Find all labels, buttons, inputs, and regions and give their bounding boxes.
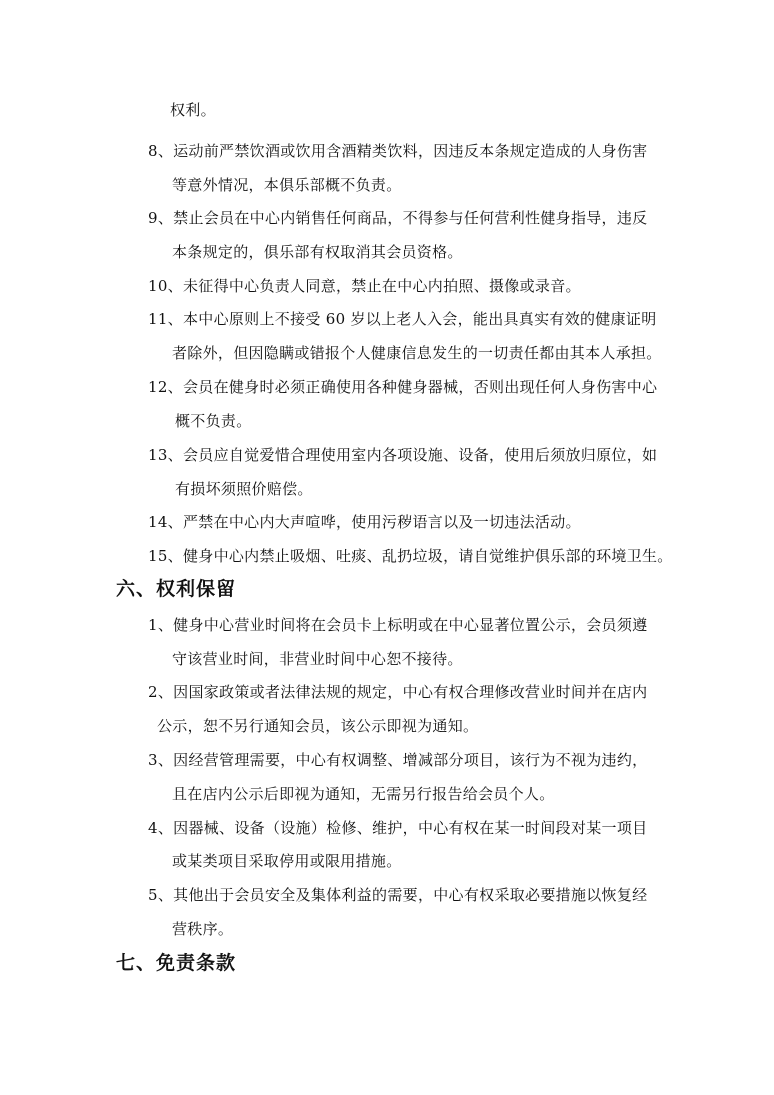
item-12-line-1: 12、会员在健身时必须正确使用各种健身器械，否则出现任何人身伤害中心 [148,378,658,396]
item-9-line-2: 本条规定的，俱乐部有权取消其会员资格。 [172,243,463,261]
item-7-continuation: 权利。 [170,101,216,119]
section-6-item-5-line-1: 5、其他出于会员安全及集体利益的需要，中心有权采取必要措施以恢复经 [148,886,648,904]
item-9-line-1: 9、禁止会员在中心内销售任何商品，不得参与任何营利性健身指导，违反 [148,209,648,227]
section-6-item-1-line-2: 守该营业时间，非营业时间中心恕不接待。 [172,650,463,668]
section-6-item-3-line-1: 3、因经营管理需要，中心有权调整、增减部分项目，该行为不视为违约， [148,751,648,769]
item-8-line-2: 等意外情况，本俱乐部概不负责。 [172,176,402,194]
item-15: 15、健身中心内禁止吸烟、吐痰、乱扔垃圾，请自觉维护俱乐部的环境卫生。 [148,547,673,565]
section-6-item-2-line-2: 公示，恕不另行通知会员，该公示即视为通知。 [157,717,479,735]
section-7-heading: 七、免责条款 [116,952,237,974]
item-13-line-2: 有损坏须照价赔偿。 [175,480,313,498]
item-14: 14、严禁在中心内大声喧哗，使用污秽语言以及一切违法活动。 [148,513,581,531]
section-6-heading: 六、权利保留 [116,578,237,600]
section-6-item-2-line-1: 2、因国家政策或者法律法规的规定，中心有权合理修改营业时间并在店内 [148,683,648,701]
item-11-line-1: 11、本中心原则上不接受 60 岁以上老人入会，能出具真实有效的健康证明 [148,310,657,328]
section-6-item-4-line-2: 或某类项目采取停用或限用措施。 [172,852,402,870]
item-8-line-1: 8、运动前严禁饮酒或饮用含酒精类饮料，因违反本条规定造成的人身伤害 [148,142,648,160]
item-11-line-2: 者除外，但因隐瞒或错报个人健康信息发生的一切责任都由其本人承担。 [172,344,662,362]
section-6-item-4-line-1: 4、因器械、设备（设施）检修、维护，中心有权在某一时间段对某一项目 [148,819,648,837]
item-13-line-1: 13、会员应自觉爱惜合理使用室内各项设施、设备，使用后须放归原位，如 [148,446,658,464]
item-12-line-2: 概不负责。 [175,412,252,430]
item-10: 10、未征得中心负责人同意，禁止在中心内拍照、摄像或录音。 [148,277,581,295]
section-6-item-5-line-2: 营秩序。 [172,920,234,938]
section-6-item-3-line-2: 且在店内公示后即视为通知，无需另行报告给会员个人。 [172,785,555,803]
section-6-item-1-line-1: 1、健身中心营业时间将在会员卡上标明或在中心显著位置公示，会员须遵 [148,616,648,634]
